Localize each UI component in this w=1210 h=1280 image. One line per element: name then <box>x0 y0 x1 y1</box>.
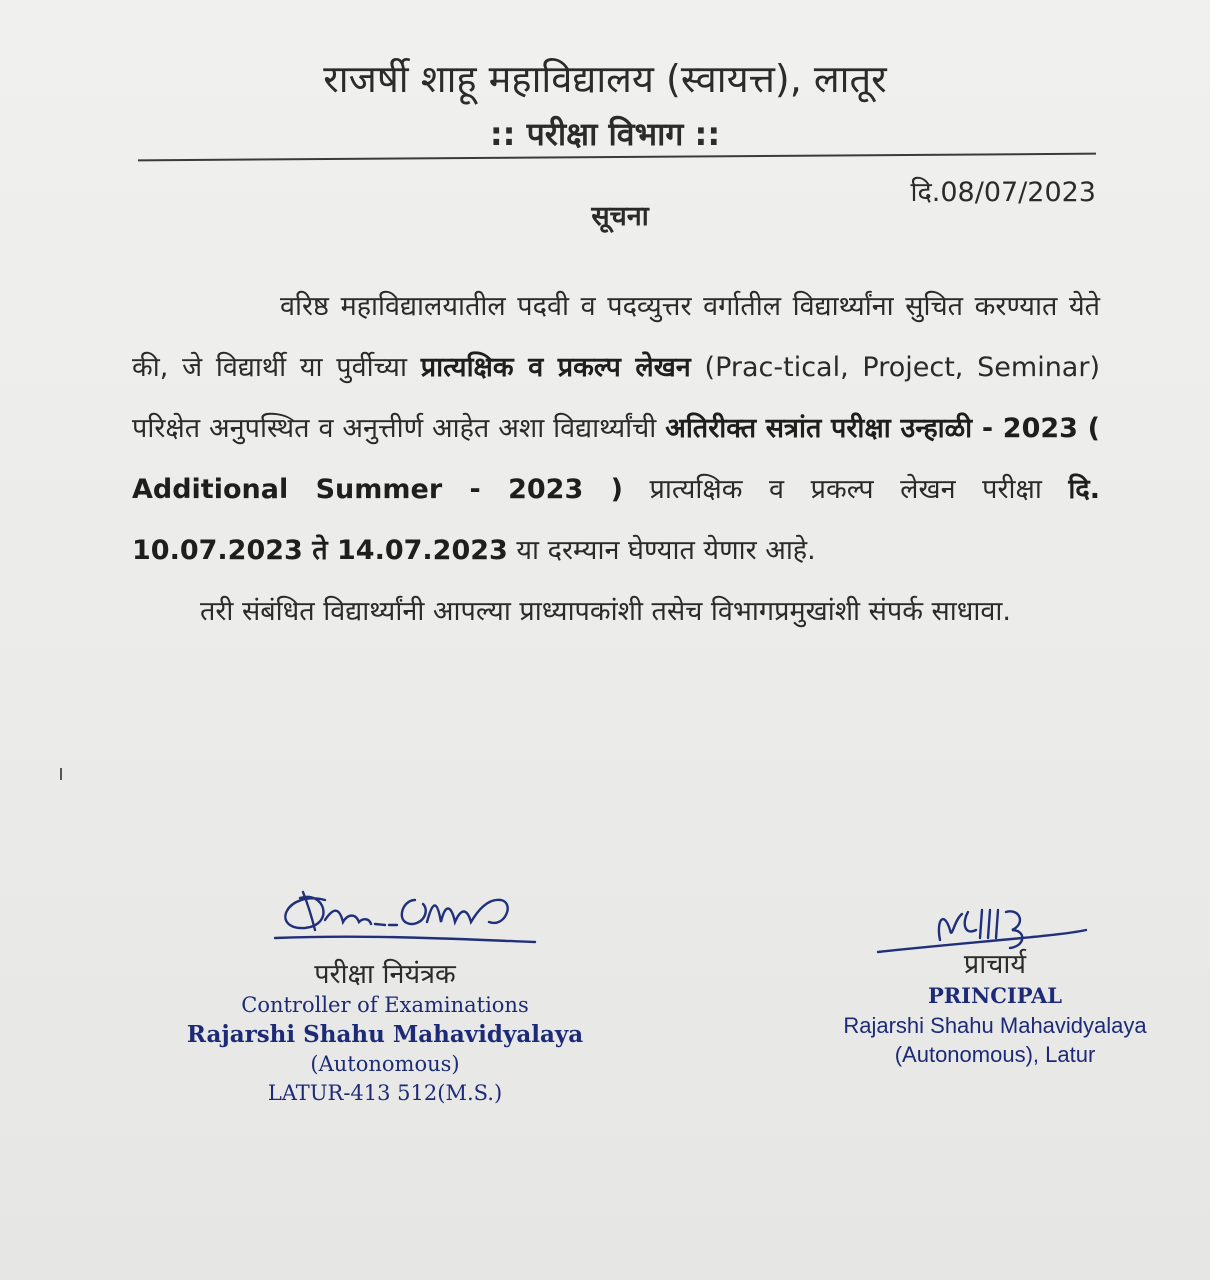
p1-bold-exam-name: अतिरीक्त सत्रांत परीक्षा उन्हाळी - 2023 ( Additional Summer - 2023 ) <box>132 413 1100 505</box>
p1-text-g: या दरम्यान घेण्यात येणार आहे. <box>507 535 816 566</box>
controller-signature <box>175 870 595 950</box>
notice-body <box>132 276 1100 642</box>
p1-text-c: (Prac-tical, Project, Seminar) परिक्षेत अनुपस्थित व अनुत्तीर्ण आहेत अशा विद्यार्थ्यांची <box>132 352 1100 444</box>
margin-mark <box>60 768 62 780</box>
controller-signature-block <box>175 870 595 1108</box>
principal-role-english: PRINCIPAL <box>927 983 1063 1008</box>
principal-role-marathi: प्राचार्य <box>963 949 1027 980</box>
notice-heading: सूचना <box>591 201 649 232</box>
principal-institution: Rajarshi Shahu Mahavidyalaya <box>843 1013 1147 1038</box>
department-subtitle: :: परीक्षा विभाग :: <box>489 115 721 153</box>
controller-status: (Autonomous) <box>310 1052 460 1076</box>
principal-location: (Autonomous), Latur <box>894 1042 1096 1067</box>
notice-paragraph-1 <box>132 276 1100 581</box>
p1-text-e: प्रात्यक्षिक व प्रकल्प लेखन परीक्षा <box>622 474 1069 505</box>
controller-role-marathi: परीक्षा नियंत्रक <box>314 959 456 990</box>
controller-address: LATUR-413 512(M.S.) <box>267 1081 503 1105</box>
notice-paragraph-2: तरी संबंधित विद्यार्थ्यांनी आपल्या प्राध्यापकांशी तसेच विभागप्रमुखांशी संपर्क साधावा. <box>200 596 1011 627</box>
page-title: राजर्षी शाहू महाविद्यालय (स्वायत्त), लातूर <box>323 57 887 101</box>
controller-institution: Rajarshi Shahu Mahavidyalaya <box>186 1021 584 1048</box>
p1-bold-dates: दि. 10.07.2023 ते 14.07.2023 <box>132 474 1100 566</box>
notice-date: दि.08/07/2023 <box>910 177 1096 208</box>
controller-role-english: Controller of Examinations <box>241 993 529 1017</box>
p1-text-a: वरिष्ठ महाविद्यालयातील पदवी व पदव्युत्तर वर्गातील विद्यार्थ्यांना सुचित करण्यात येते की, जे विद्यार्थी या पुर्वीच्या <box>132 291 1100 383</box>
principal-signature-block <box>830 900 1160 1069</box>
p1-bold-exam-type: प्रात्यक्षिक व प्रकल्प लेखन <box>420 352 691 383</box>
